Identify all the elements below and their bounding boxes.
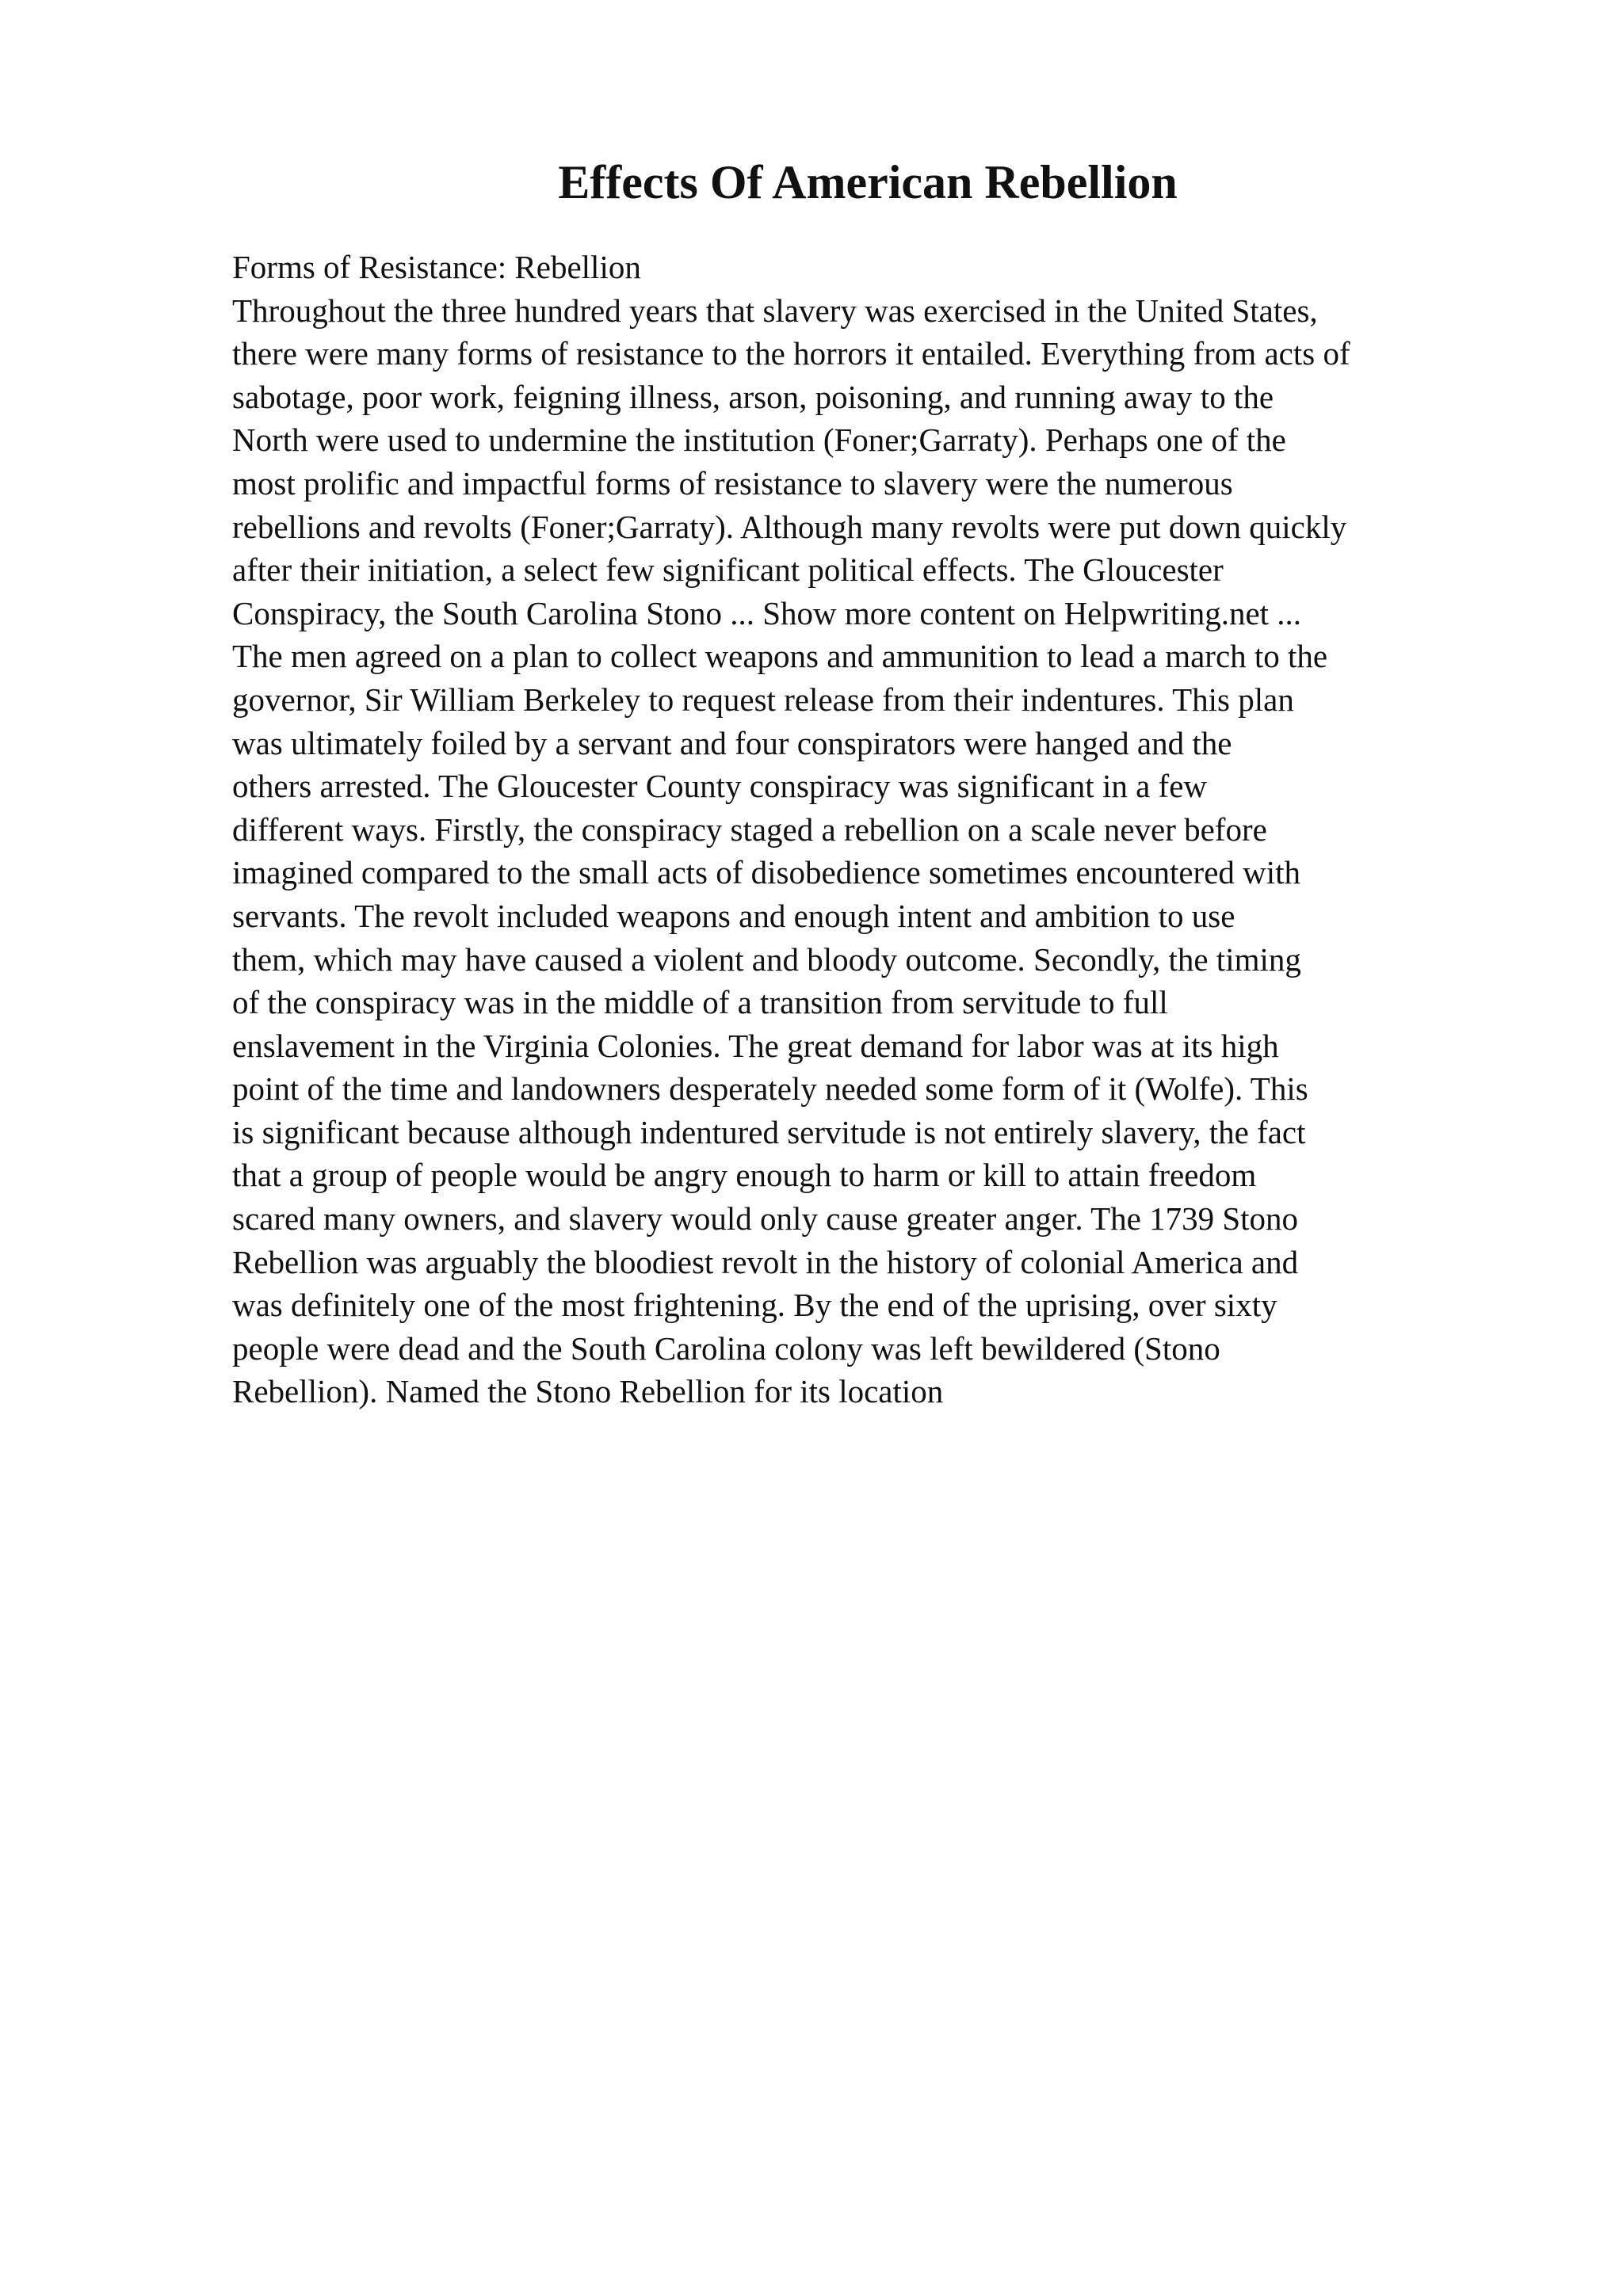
body-text-line: imagined compared to the small acts of disobedience sometimes encountered with xyxy=(232,854,1301,891)
body-text-line: Throughout the three hundred years that slavery was exercised in the United States, xyxy=(232,292,1318,329)
body-text-line: is significant because although indentured servitude is not entirely slavery, the fact xyxy=(232,1113,1306,1150)
body-text-line: Forms of Resistance: Rebellion xyxy=(232,249,641,285)
body-text-line: Rebellion was arguably the bloodiest revolt in the history of colonial America and xyxy=(232,1243,1299,1280)
body-text-line: was ultimately foiled by a servant and four conspirators were hanged and the xyxy=(232,724,1232,761)
document-body xyxy=(232,246,1540,1413)
body-text-line: of the conspiracy was in the middle of a transition from servitude to full xyxy=(232,984,1168,1021)
body-text-line: The men agreed on a plan to collect weapons and ammunition to lead a march to the xyxy=(232,638,1328,675)
body-text-line: Conspiracy, the South Carolina Stono ... Show more content on Helpwriting.net ... xyxy=(232,594,1302,631)
body-text-line: others arrested. The Gloucester County conspiracy was significant in a few xyxy=(232,768,1207,805)
body-text-line: point of the time and landowners desperately needed some form of it (Wolfe). This xyxy=(232,1070,1308,1108)
body-text-line: governor, Sir William Berkeley to request release from their indentures. This plan xyxy=(232,681,1294,718)
body-text-line: rebellions and revolts (Foner;Garraty). Although many revolts were put down quickly xyxy=(232,508,1347,545)
body-text-line: enslavement in the Virginia Colonies. The great demand for labor was at its high xyxy=(232,1027,1279,1064)
body-text-line: different ways. Firstly, the conspiracy staged a rebellion on a scale never before xyxy=(232,810,1267,848)
body-text-line: most prolific and impactful forms of resistance to slavery were the numerous xyxy=(232,464,1233,502)
body-text-line: sabotage, poor work, feigning illness, arson, poisoning, and running away to the xyxy=(232,378,1274,415)
body-text-line: was definitely one of the most frightening. By the end of the uprising, over sixty xyxy=(232,1287,1277,1324)
document-title: Effects Of American Rebellion xyxy=(558,156,1178,208)
body-text-line: that a group of people would be angry enough to harm or kill to attain freedom xyxy=(232,1157,1257,1194)
body-text-line: scared many owners, and slavery would only cause greater anger. The 1739 Stono xyxy=(232,1200,1299,1238)
body-text-line: servants. The revolt included weapons and enough intent and ambition to use xyxy=(232,897,1235,934)
body-text-line: them, which may have caused a violent and bloody outcome. Secondly, the timing xyxy=(232,940,1301,978)
body-text-line: North were used to undermine the institution (Foner;Garraty). Perhaps one of the xyxy=(232,421,1286,459)
body-text-line: there were many forms of resistance to the horrors it entailed. Everything from acts of xyxy=(232,335,1350,372)
body-text-line: Rebellion). Named the Stono Rebellion for its location xyxy=(232,1373,944,1410)
body-text-line: people were dead and the South Carolina colony was left bewildered (Stono xyxy=(232,1329,1220,1367)
body-text-line: after their initiation, a select few significant political effects. The Gloucester xyxy=(232,551,1224,589)
